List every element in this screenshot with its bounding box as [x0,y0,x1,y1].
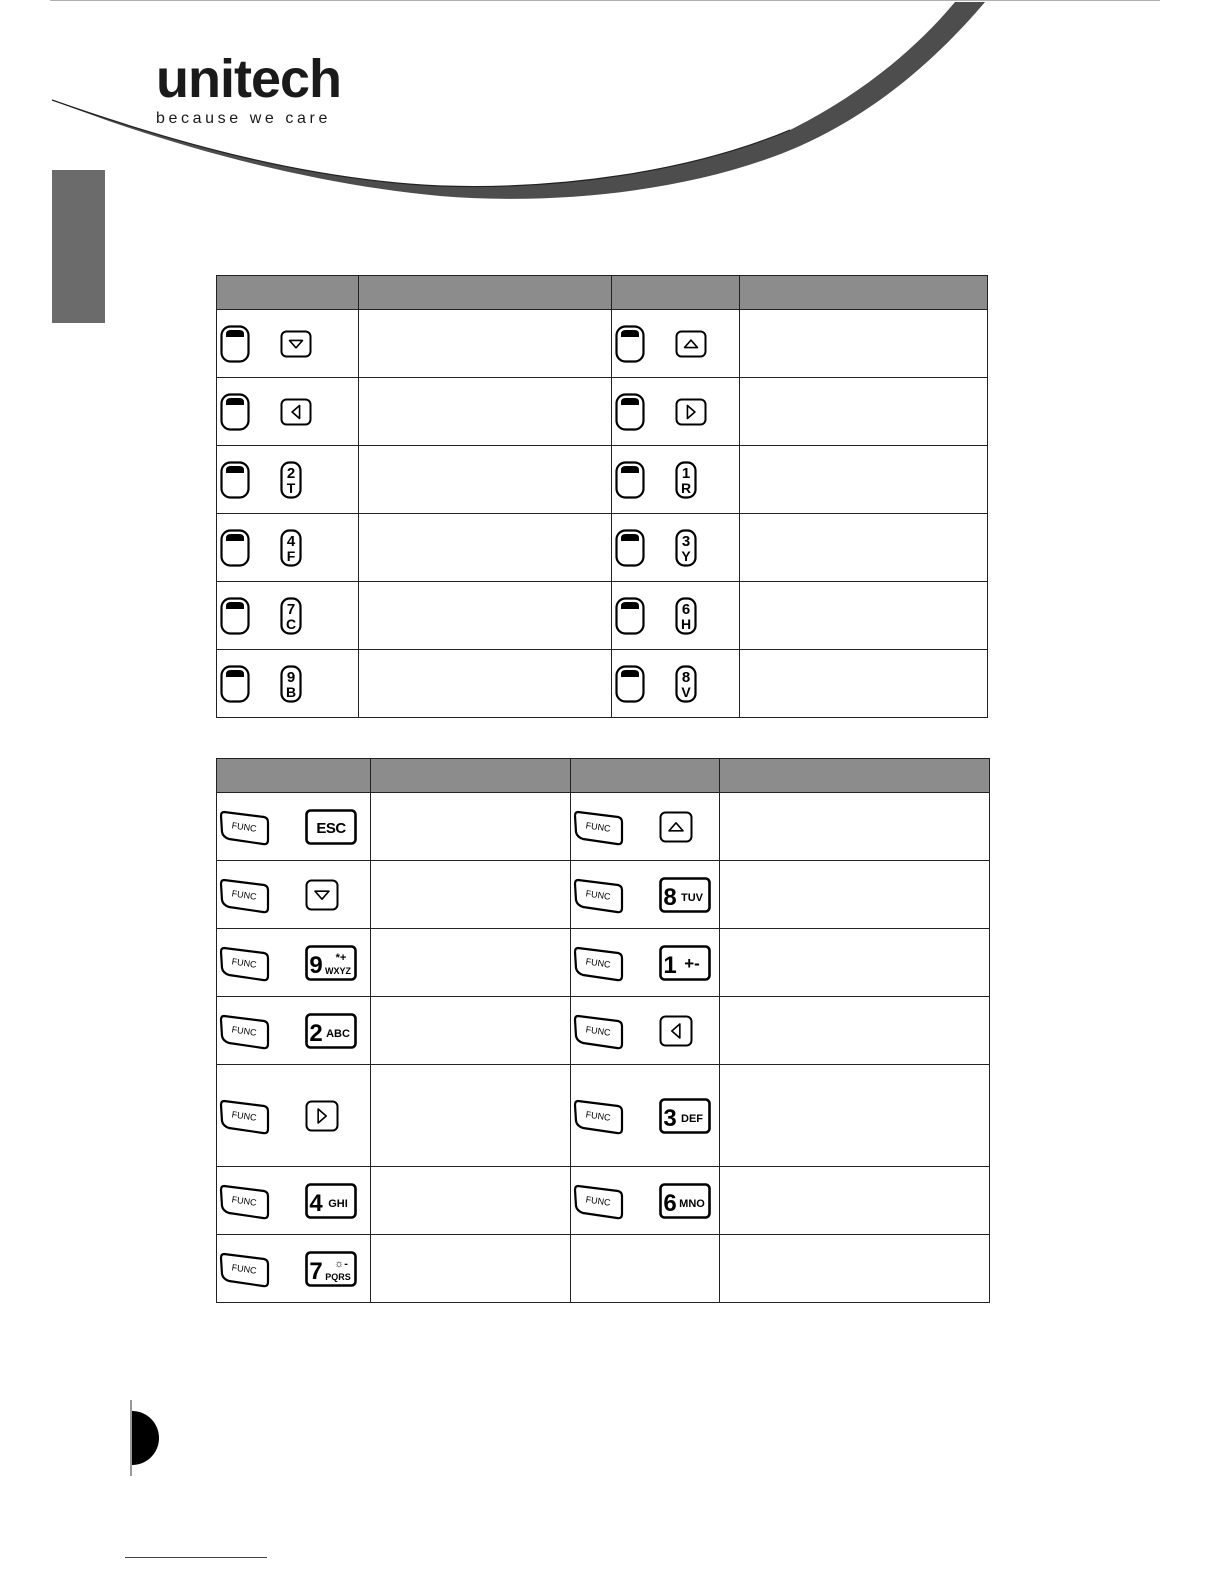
svg-text:FUNC: FUNC [231,1108,258,1123]
shift-key-table [216,275,988,718]
shift-key-icon [615,597,645,635]
key-combo-cell [217,378,359,446]
svg-text:2: 2 [309,1019,323,1047]
svg-text:FUNC: FUNC [231,819,258,834]
description-cell [371,997,571,1065]
svg-text:ESC: ESC [316,819,346,837]
svg-text:FUNC: FUNC [585,819,612,834]
svg-text:3: 3 [663,1104,677,1132]
key-combo-cell [217,861,371,929]
key-combo-cell [217,310,359,378]
page-marker [132,1411,159,1465]
description-cell [371,1167,571,1235]
shift-key-icon [615,393,645,431]
svg-text:R: R [680,479,692,496]
key-combo-cell [612,650,740,718]
numeric-key-icon [305,1013,357,1049]
numeric-key-icon [280,665,302,703]
key-combo-cell [571,1065,720,1167]
description-cell [740,582,988,650]
shift-key-icon [615,325,645,363]
svg-text:TUV: TUV [681,891,703,904]
svg-text:7: 7 [309,1257,323,1285]
key-combo-cell [217,650,359,718]
footer-link-underline [125,1557,267,1558]
description-cell [720,793,990,861]
key-combo [217,446,358,513]
description-cell [740,378,988,446]
description-cell [720,861,990,929]
brand-logo [156,49,366,132]
svg-text:WXYZ: WXYZ [325,965,351,976]
svg-text:3: 3 [681,532,691,550]
key-combo-cell [217,997,371,1065]
key-combo [217,378,358,445]
svg-text:7: 7 [286,600,296,618]
svg-text:FUNC: FUNC [585,955,612,970]
table-row [217,1167,990,1235]
table-row [217,929,990,997]
table-row [217,1065,990,1167]
description-cell [720,1235,990,1303]
numeric-key-icon [675,597,697,635]
arrow-left-key-icon [659,1015,693,1047]
numeric-key-icon [305,1183,357,1219]
func-key-icon [219,1182,271,1220]
key-combo [612,514,739,581]
func-key-icon [573,1012,625,1050]
arrow-down-key-icon [305,879,339,911]
table-row [217,582,988,650]
svg-text:Y: Y [681,547,691,564]
svg-text:T: T [286,479,296,496]
svg-text:FUNC: FUNC [231,955,258,970]
table-row [217,997,990,1065]
header-cell [720,759,990,793]
shift-key-icon [615,461,645,499]
key-combo [612,650,739,717]
key-combo-cell [612,378,740,446]
key-combo [571,861,719,928]
svg-text:*+: *+ [335,951,347,964]
svg-text:FUNC: FUNC [231,1023,258,1038]
svg-text:PQRS: PQRS [325,1271,351,1282]
header-cell [571,759,720,793]
description-cell [371,929,571,997]
description-cell [371,1065,571,1167]
esc-key-icon [305,809,357,845]
svg-text:FUNC: FUNC [231,887,258,902]
func-key-icon [219,876,271,914]
table-row [217,446,988,514]
key-combo [217,793,370,860]
key-combo [217,310,358,377]
header-cell [371,759,571,793]
key-combo [217,582,358,649]
svg-text:+-: +- [684,953,700,973]
key-combo [612,582,739,649]
svg-text:C: C [285,615,297,632]
key-combo [612,310,739,377]
header-cell [217,759,371,793]
key-combo [571,1065,719,1166]
numeric-key-icon [659,1098,711,1134]
svg-text:6: 6 [681,600,691,618]
key-combo-cell [571,1235,720,1303]
shift-key-icon [615,529,645,567]
description-cell [371,861,571,929]
key-combo [612,446,739,513]
func-key-icon [219,944,271,982]
shift-key-icon [220,325,250,363]
key-combo [571,997,719,1064]
svg-text:B: B [285,683,297,700]
header-cell [740,276,988,310]
description-cell [720,1065,990,1167]
key-combo-cell [217,1167,371,1235]
svg-text:2: 2 [286,464,296,482]
key-combo-cell [217,1235,371,1303]
numeric-key-icon [305,1251,357,1287]
func-key-icon [219,1250,271,1288]
svg-text:FUNC: FUNC [231,1261,258,1276]
key-combo-cell [217,514,359,582]
description-cell [740,650,988,718]
key-combo [217,1065,370,1166]
svg-text:F: F [286,547,296,564]
key-combo [571,1167,719,1234]
key-combo [612,378,739,445]
shift-key-icon [220,461,250,499]
svg-text:1: 1 [663,951,677,979]
key-combo [217,650,358,717]
numeric-key-icon [675,665,697,703]
svg-text:4: 4 [286,532,296,550]
table-row [217,793,990,861]
key-combo [217,1167,370,1234]
description-cell [371,1235,571,1303]
key-combo-cell [571,929,720,997]
func-key-icon [219,1012,271,1050]
key-combo [571,793,719,860]
func-key-icon [219,808,271,846]
arrow-up-key-icon [675,330,707,358]
svg-text:6: 6 [663,1189,677,1217]
arrow-up-key-icon [659,811,693,843]
brand-wordmark: unitech [156,49,342,109]
func-key-table [216,758,990,1303]
svg-text:FUNC: FUNC [585,1193,612,1208]
key-combo [217,514,358,581]
arrow-left-key-icon [280,398,312,426]
shift-key-icon [220,597,250,635]
numeric-key-icon [280,461,302,499]
numeric-key-icon [659,877,711,913]
table-row [217,514,988,582]
key-combo-cell [612,310,740,378]
func-key-icon [573,1182,625,1220]
arrow-right-key-icon [305,1100,339,1132]
brand-tagline: because we care [156,110,331,127]
key-combo-cell [571,793,720,861]
header-cell [217,276,359,310]
table-row [217,310,988,378]
key-combo-cell [612,514,740,582]
key-combo-cell [217,582,359,650]
svg-text:H: H [680,615,692,632]
table-row [217,650,988,718]
numeric-key-icon [675,461,697,499]
key-combo-cell [571,1167,720,1235]
svg-text:4: 4 [309,1189,323,1217]
key-combo [217,929,370,996]
svg-text:MNO: MNO [679,1197,705,1210]
description-cell [720,929,990,997]
svg-text:8: 8 [663,883,677,911]
arrow-down-key-icon [280,330,312,358]
svg-text:ABC: ABC [326,1027,350,1040]
header-cell [612,276,740,310]
svg-text:FUNC: FUNC [231,1193,258,1208]
description-cell [740,446,988,514]
svg-text:DEF: DEF [681,1112,703,1125]
key-combo-cell [217,446,359,514]
key-combo-cell [571,861,720,929]
description-cell [359,582,612,650]
numeric-key-icon [280,529,302,567]
func-key-icon [573,944,625,982]
numeric-key-icon [659,945,711,981]
key-combo-cell [571,997,720,1065]
chapter-tab [52,170,105,323]
func-key-icon [219,1097,271,1135]
key-combo-cell [217,1065,371,1167]
key-combo-cell [612,446,740,514]
description-cell [720,1167,990,1235]
func-key-icon [573,1097,625,1135]
svg-text:GHI: GHI [328,1197,348,1210]
arrow-right-key-icon [675,398,707,426]
key-combo-cell [217,793,371,861]
key-combo-cell [612,582,740,650]
table-row [217,1235,990,1303]
description-cell [359,514,612,582]
svg-text:FUNC: FUNC [585,1108,612,1123]
numeric-key-icon [305,945,357,981]
svg-text:FUNC: FUNC [585,1023,612,1038]
svg-text:8: 8 [681,668,691,686]
description-cell [359,446,612,514]
key-combo [217,861,370,928]
header-cell [359,276,612,310]
description-cell [740,514,988,582]
description-cell [359,378,612,446]
svg-text:9: 9 [309,951,323,979]
numeric-key-icon [280,597,302,635]
key-combo [217,997,370,1064]
svg-text:9: 9 [286,668,296,686]
table-row [217,378,988,446]
key-combo [571,929,719,996]
shift-key-icon [220,529,250,567]
svg-text:☼-: ☼- [334,1257,348,1270]
description-cell [359,310,612,378]
description-cell [371,793,571,861]
key-combo [217,1235,370,1302]
description-cell [720,997,990,1065]
table-row [217,861,990,929]
numeric-key-icon [675,529,697,567]
key-combo-cell [217,929,371,997]
svg-text:FUNC: FUNC [585,887,612,902]
func-key-icon [573,808,625,846]
svg-text:V: V [681,683,691,700]
shift-key-icon [220,393,250,431]
numeric-key-icon [659,1183,711,1219]
svg-text:1: 1 [681,464,691,482]
description-cell [359,650,612,718]
func-key-icon [573,876,625,914]
shift-key-icon [615,665,645,703]
description-cell [740,310,988,378]
shift-key-icon [220,665,250,703]
